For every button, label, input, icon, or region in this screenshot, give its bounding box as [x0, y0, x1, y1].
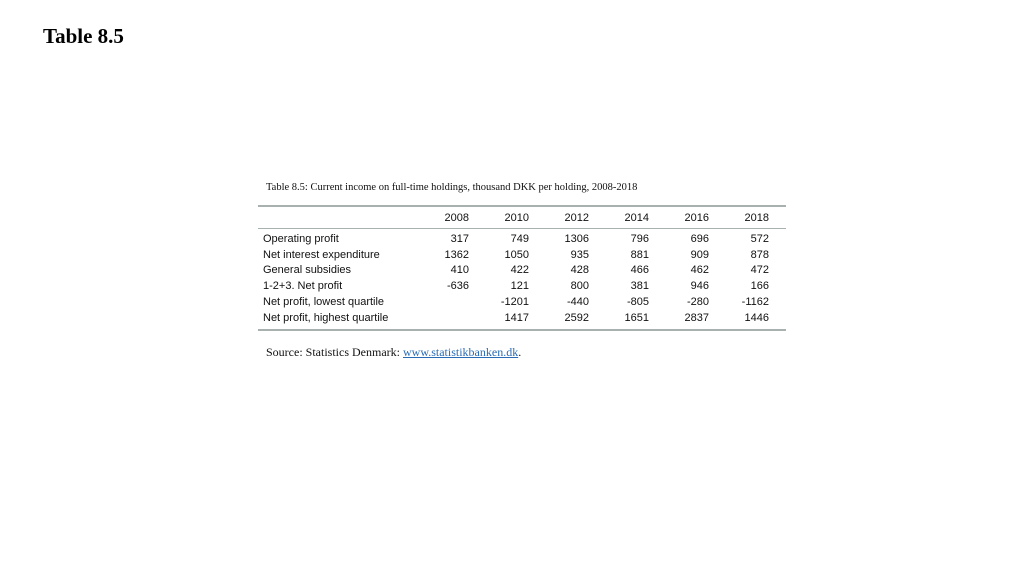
value-cell: [409, 310, 469, 330]
value-cell: 462: [690, 264, 709, 277]
value-cell: -440: [566, 296, 589, 309]
value-cell: 1417: [504, 311, 529, 324]
value-cell: -805: [626, 296, 649, 309]
header-year-cell: 2016: [684, 211, 709, 224]
value-cell: -1162: [741, 296, 769, 309]
spacer: [769, 247, 786, 263]
table-header-row: [258, 206, 786, 229]
table-row: [258, 229, 786, 247]
spacer: [769, 229, 786, 247]
row-label: General subsidies: [263, 264, 352, 277]
source-prefix: Source: Statistics Denmark:: [266, 345, 403, 359]
row-label: Net interest expenditure: [263, 248, 380, 261]
spacer: [769, 294, 786, 310]
table-row: [258, 263, 786, 279]
row-label: Net profit, highest quartile: [263, 311, 389, 324]
header-year-cell: 2014: [624, 211, 649, 224]
header-label-cell: [258, 206, 409, 229]
value-cell: 946: [690, 280, 709, 293]
spacer: [769, 278, 786, 294]
value-cell: 1362: [444, 248, 469, 261]
header-year-cell: 2018: [744, 211, 769, 224]
value-cell: 881: [630, 248, 649, 261]
value-cell: -1201: [500, 296, 529, 309]
spacer: [769, 263, 786, 279]
row-label: Net profit, lowest quartile: [263, 296, 385, 309]
value-cell: 466: [630, 264, 649, 277]
value-cell: 472: [750, 264, 769, 277]
value-cell: 166: [750, 280, 769, 293]
value-cell: 935: [570, 248, 589, 261]
value-cell: 410: [450, 264, 469, 277]
value-cell: 1446: [744, 311, 769, 324]
page-title: Table 8.5: [43, 24, 124, 48]
value-cell: 909: [690, 248, 709, 261]
value-cell: 696: [690, 232, 709, 245]
table-row: [258, 247, 786, 263]
data-table: [258, 205, 786, 331]
row-label: 1-2+3. Net profit: [263, 280, 343, 293]
header-year-cell: 2012: [564, 211, 589, 224]
spacer: [769, 310, 786, 330]
source-link[interactable]: www.statistikbanken.dk: [402, 345, 519, 359]
value-cell: -636: [446, 280, 469, 293]
value-cell: 1651: [624, 311, 649, 324]
spacer: [769, 206, 786, 229]
value-cell: 428: [570, 264, 589, 277]
value-cell: 317: [450, 232, 469, 245]
value-cell: 2837: [684, 311, 709, 324]
value-cell: 1306: [564, 232, 589, 245]
value-cell: 800: [570, 280, 589, 293]
value-cell: [409, 294, 469, 310]
value-cell: 2592: [564, 311, 589, 324]
value-cell: 796: [630, 232, 649, 245]
value-cell: 878: [750, 248, 769, 261]
value-cell: 572: [750, 232, 769, 245]
header-year-cell: 2010: [504, 211, 529, 224]
value-cell: -280: [686, 296, 709, 309]
table-row: [258, 310, 786, 330]
table-caption: Table 8.5: Current income on full-time holdings, thousand DKK per holding, 2008-2018: [266, 182, 638, 193]
source-note: [266, 345, 521, 360]
row-label: Operating profit: [263, 232, 339, 245]
value-cell: 121: [510, 280, 529, 293]
value-cell: 749: [510, 232, 529, 245]
value-cell: 381: [630, 280, 649, 293]
table-row: [258, 294, 786, 310]
header-year-cell: 2008: [444, 211, 469, 224]
table-row: [258, 278, 786, 294]
value-cell: 1050: [504, 248, 529, 261]
source-suffix: .: [518, 345, 522, 359]
value-cell: 422: [510, 264, 529, 277]
